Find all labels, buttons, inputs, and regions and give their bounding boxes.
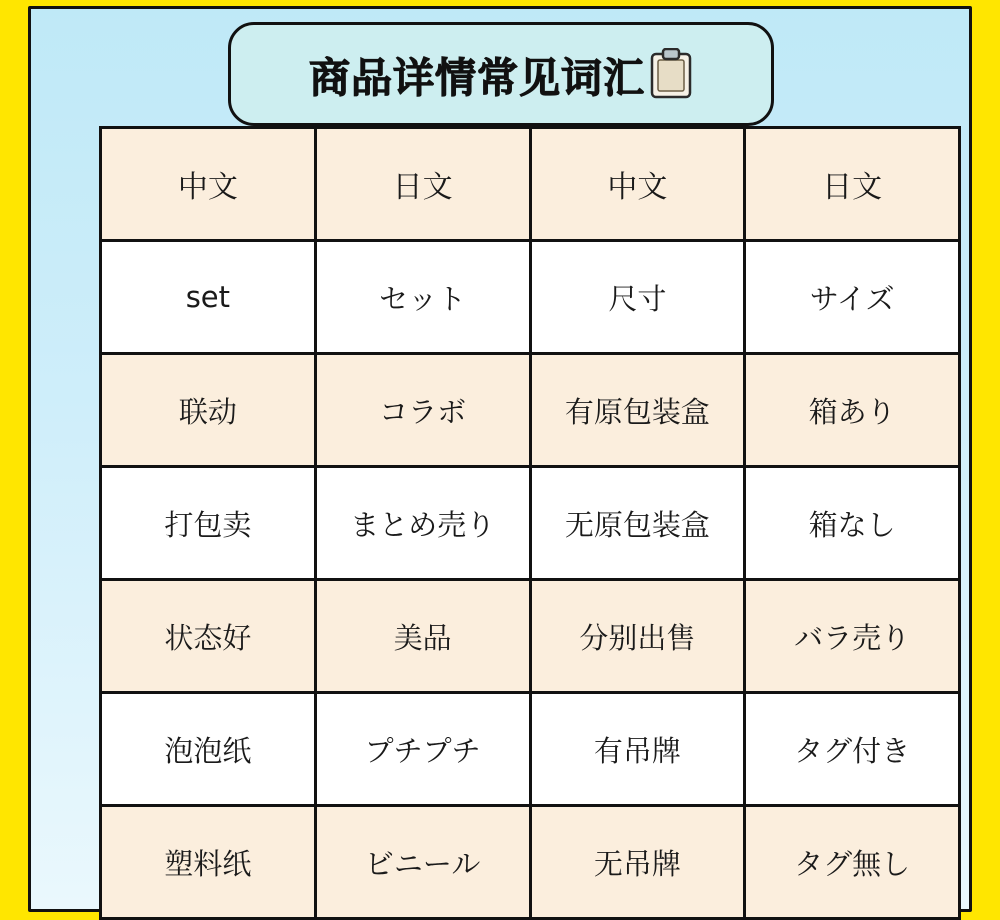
cell-japanese-1: 美品 xyxy=(315,580,530,693)
cell-chinese-2: 无原包装盒 xyxy=(530,467,745,580)
cell-chinese-1: 状态好 xyxy=(101,580,316,693)
cell-japanese-2: バラ売り xyxy=(745,580,960,693)
table-row xyxy=(101,806,960,919)
cell-japanese-2: 箱なし xyxy=(745,467,960,580)
cell-chinese-1: 塑料纸 xyxy=(101,806,316,919)
table-row xyxy=(101,467,960,580)
cell-japanese-2: タグ付き xyxy=(745,693,960,806)
table-row xyxy=(101,693,960,806)
page-title-text: 商品详情常见词汇 xyxy=(309,53,645,102)
cell-chinese-1: 联动 xyxy=(101,354,316,467)
cell-japanese-2: タグ無し xyxy=(745,806,960,919)
cell-chinese-2: 有原包装盒 xyxy=(530,354,745,467)
cell-japanese-1: コラボ xyxy=(315,354,530,467)
cell-chinese-2: 尺寸 xyxy=(530,241,745,354)
column-header-japanese-2: 日文 xyxy=(745,128,960,241)
column-header-chinese-1: 中文 xyxy=(101,128,316,241)
table-row xyxy=(101,580,960,693)
cell-chinese-2: 有吊牌 xyxy=(530,693,745,806)
table-row xyxy=(101,354,960,467)
column-header-japanese-1: 日文 xyxy=(315,128,530,241)
cell-chinese-1: 打包卖 xyxy=(101,467,316,580)
cell-japanese-2: サイズ xyxy=(745,241,960,354)
content-panel xyxy=(28,6,972,912)
vocabulary-table xyxy=(99,126,961,920)
table-row xyxy=(101,241,960,354)
page-title xyxy=(309,45,693,104)
cell-japanese-1: プチプチ xyxy=(315,693,530,806)
cell-japanese-1: まとめ売り xyxy=(315,467,530,580)
cell-japanese-1: セット xyxy=(315,241,530,354)
cell-chinese-2: 分别出售 xyxy=(530,580,745,693)
cell-japanese-2: 箱あり xyxy=(745,354,960,467)
cell-chinese-1: 泡泡纸 xyxy=(101,693,316,806)
cell-japanese-1: ビニール xyxy=(315,806,530,919)
clipboard-icon xyxy=(649,48,693,100)
table-header-row xyxy=(101,128,960,241)
title-banner xyxy=(228,22,774,126)
cell-chinese-2: 无吊牌 xyxy=(530,806,745,919)
column-header-chinese-2: 中文 xyxy=(530,128,745,241)
cell-chinese-1: set xyxy=(101,241,316,354)
